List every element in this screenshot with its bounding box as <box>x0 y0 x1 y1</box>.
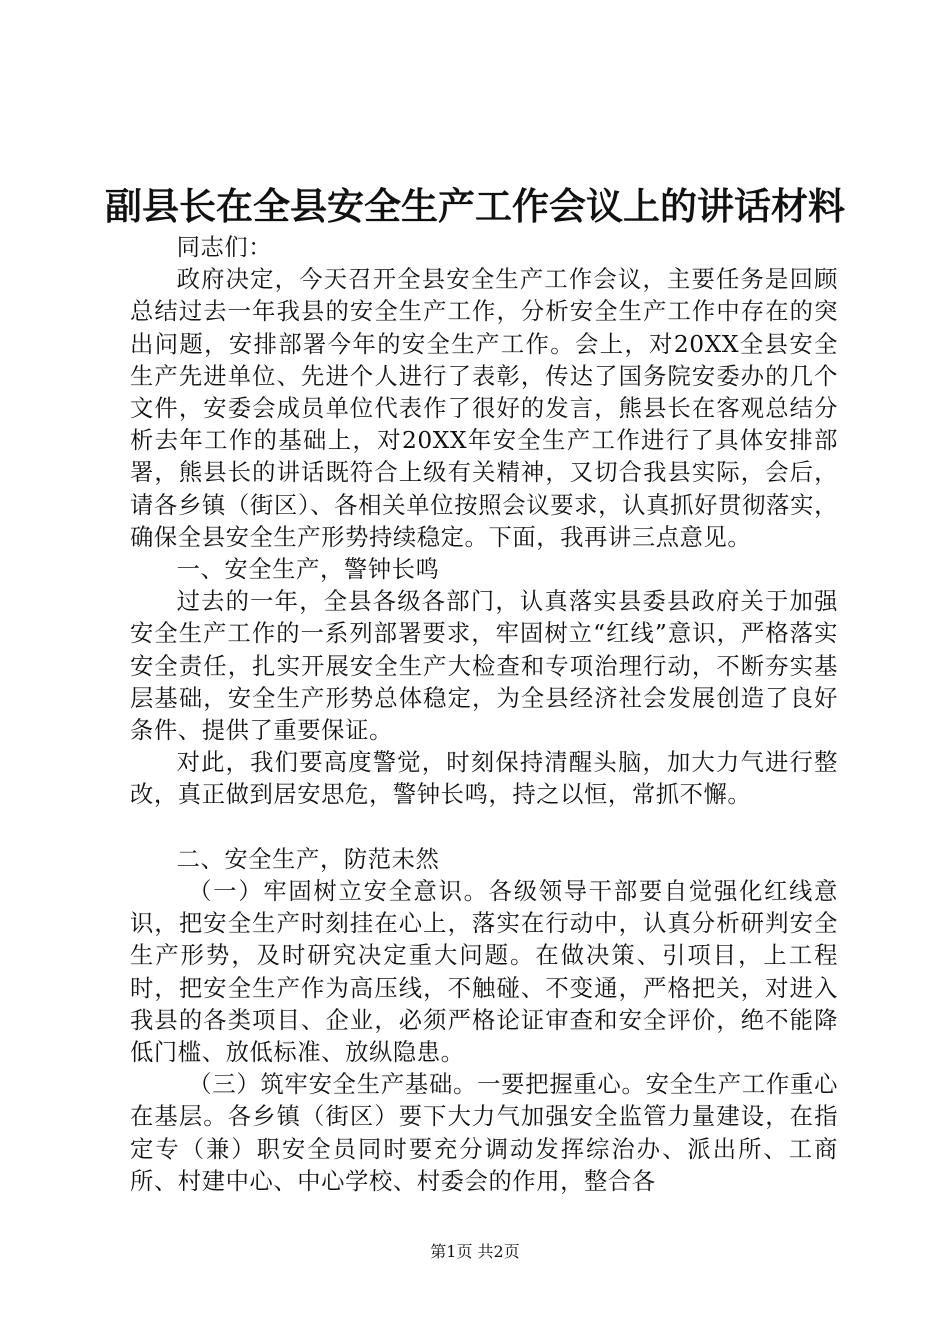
paragraph-section2-item1: （一）牢固树立安全意识。各级领导干部要自觉强化红线意识，把安全生产时刻挂在心上，落实在行动中，认真分析研判安全生产形势，及时研究决定重大问题。在做决策、引项目，上工程时，把安全生产作为高压线，不触碰、不变通，严格把关，对进入我县的各类项目、企业，必须严格论证审查和安全评价，绝不能降低门槛、放低标准、放纵隐患。 <box>130 878 838 1067</box>
document-title: 副县长在全县安全生产工作会议上的讲话材料 <box>105 185 845 228</box>
paragraph-section1-a: 过去的一年，全县各级各部门，认真落实县委县政府关于加强安全生产工作的一系列部署要求，牢固树立“红线”意识，严格落实安全责任，扎实开展安全生产大检查和专项治理行动，不断夯实基层基础，安全生产形势总体稳定，为全县经济社会发展创造了良好条件、提供了重要保证。 <box>130 588 838 745</box>
page-footer: 第1页 共2页 <box>430 1242 520 1261</box>
section-heading-2: 二、安全生产，防范未然 <box>176 845 440 873</box>
paragraph-intro: 政府决定，今天召开全县安全生产工作会议，主要任务是回顾总结过去一年我县的安全生产工作，分析安全生产工作中存在的突出问题，安排部署今年的安全生产工作。会上，对20XX全县安全生产先进单位、先进个人进行了表彰，传达了国务院安委办的几个文件，安委会成员单位代表作了很好的发言，熊县长在客观总结分析去年工作的基础上，对20XX年安全生产工作进行了具体安排部署，熊县长的讲话既符合上级有关精神，又切合我县实际，会后，请各乡镇（街区）、各相关单位按照会议要求，认真抓好贯彻落实，确保全县安全生产形势持续稳定。下面，我再讲三点意见。 <box>130 266 838 551</box>
document-body <box>130 232 838 1198</box>
paragraph-section2-item3: （三）筑牢安全生产基础。一要把握重心。安全生产工作重心在基层。各乡镇（街区）要下大力气加强安全监管力量建设，在指定专（兼）职安全员同时要充分调动发挥综治办、派出所、工商所、村建中心、中心学校、村委会的作用，整合各 <box>130 1071 838 1195</box>
salutation: 同志们： <box>176 234 273 261</box>
blank-line <box>130 812 838 844</box>
section-heading-1: 一、安全生产，警钟长鸣 <box>176 556 440 584</box>
paragraph-section1-b: 对此，我们要高度警觉，时刻保持清醒头脑，加大力气进行整改，真正做到居安思危，警钟长鸣，持之以恒，常抓不懈。 <box>130 749 838 809</box>
